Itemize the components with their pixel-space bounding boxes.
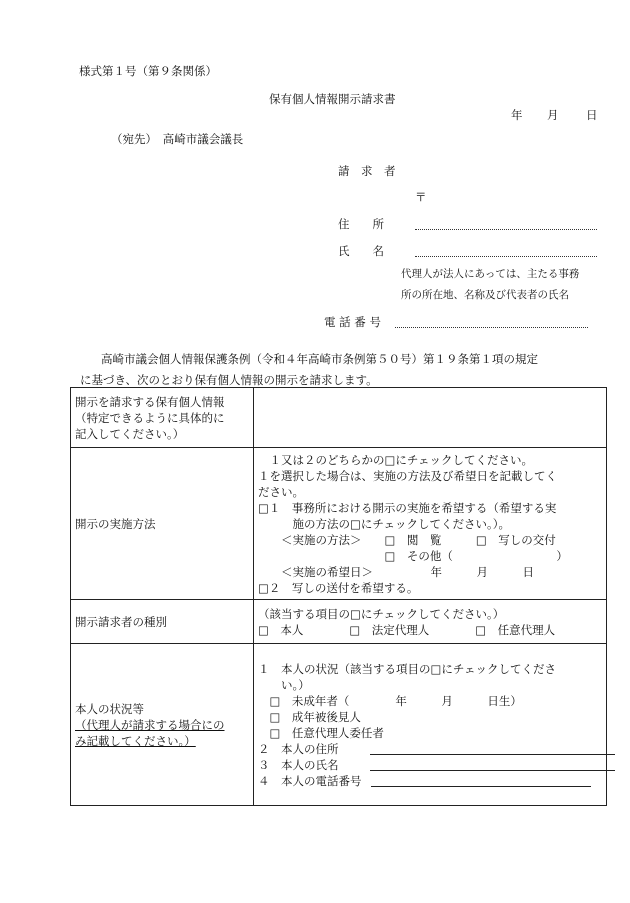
status-instruction-1: １ 本人の状況（該当する項目の□にチェックしてくださ [258, 661, 557, 676]
address-field[interactable] [415, 229, 597, 230]
date-year-label: 年 [511, 108, 523, 122]
addressee: （宛先） 高崎市議会議長 [111, 132, 244, 146]
date-day-label: 日 [586, 108, 598, 122]
status-instruction-2: い。） [258, 677, 310, 692]
row-requested-info [71, 388, 607, 448]
principal-address-row [258, 741, 602, 757]
requester-type-label: 開示請求者の種別 [71, 600, 254, 644]
date-month-label: 月 [547, 108, 559, 122]
method-note-1: １を選択した場合は、実施の方法及び希望日を記載してく [258, 468, 557, 483]
method-option-1-note: 施の方法の□にチェックしてください。）。 [258, 516, 511, 531]
method-instruction: １又は２のどちらかの□にチェックしてください。 [258, 452, 534, 467]
principal-phone-row [258, 773, 602, 789]
adult-ward-checkbox[interactable]: □ 成年被後見人 [258, 709, 361, 724]
form-number: 様式第１号（第９条関係） [79, 64, 217, 78]
disclosure-method-label: 開示の実施方法 [71, 448, 254, 600]
method-option-2-checkbox[interactable]: □２ 写しの送付を希望する。 [258, 580, 419, 595]
principal-status-label: 本人の状況等 （代理人が請求する場合にの み記載してください。） [71, 644, 254, 806]
row-disclosure-method [71, 448, 607, 600]
row-requester-type [71, 600, 607, 644]
principal-status-content [254, 644, 607, 806]
requester-heading: 請 求 者 [338, 164, 396, 178]
method-other-checkbox[interactable]: □ その他（ ） [258, 548, 568, 563]
principal-phone-field[interactable] [371, 776, 591, 787]
delegator-checkbox[interactable]: □ 任意代理人委任者 [258, 725, 384, 740]
phone-label: 電 話 番 号 [324, 315, 381, 329]
minor-checkbox[interactable]: □ 未成年者（ 年 月 日生） [258, 693, 522, 708]
requester-type-content [254, 600, 607, 644]
principal-address-label: ２ 本人の住所 [258, 741, 339, 756]
requested-info-label: 開示を請求する保有個人情報 （特定できるように具体的に 記入してください。） [71, 388, 254, 448]
requester-type-instruction: （該当する項目の□にチェックしてください。） [258, 606, 505, 621]
intro-line-2: に基づき、次のとおり保有個人情報の開示を請求します。 [80, 373, 378, 387]
principal-name-field[interactable] [370, 760, 615, 771]
requester-type-checkboxes[interactable]: □ 本人 □ 法定代理人 □ 任意代理人 [258, 622, 556, 637]
name-field[interactable] [415, 256, 597, 257]
corp-note-line-2: 所の所在地、名称及び代表者の氏名 [401, 289, 569, 301]
method-note-2: ださい。 [258, 484, 304, 499]
requested-info-field[interactable] [254, 388, 607, 448]
row-principal-status [71, 644, 607, 806]
method-desired-date[interactable]: ＜実施の希望日＞ 年 月 日 [258, 564, 534, 579]
disclosure-method-content [254, 448, 607, 600]
phone-field[interactable] [395, 327, 588, 328]
form-title: 保有個人情報開示請求書 [269, 92, 396, 106]
corp-note-line-1: 代理人が法人にあっては、主たる事務 [401, 268, 580, 280]
principal-phone-label: ４ 本人の電話番号 [258, 773, 362, 788]
request-table [70, 387, 607, 806]
method-option-1-checkbox[interactable]: □１ 事務所における開示の実施を希望する（希望する実 [258, 500, 557, 515]
postal-mark: 〒 [415, 190, 427, 204]
method-view-copy-checkboxes[interactable]: ＜実施の方法＞ □ 閲 覧 □ 写しの交付 [258, 532, 556, 547]
principal-name-label: ３ 本人の氏名 [258, 757, 339, 772]
principal-name-row [258, 757, 602, 773]
name-label: 氏 名 [338, 244, 384, 258]
intro-line-1: 高崎市議会個人情報保護条例（令和４年高崎市条例第５０号）第１９条第１項の規定 [101, 352, 538, 366]
principal-address-field[interactable] [370, 744, 615, 755]
address-label: 住 所 [338, 217, 384, 231]
